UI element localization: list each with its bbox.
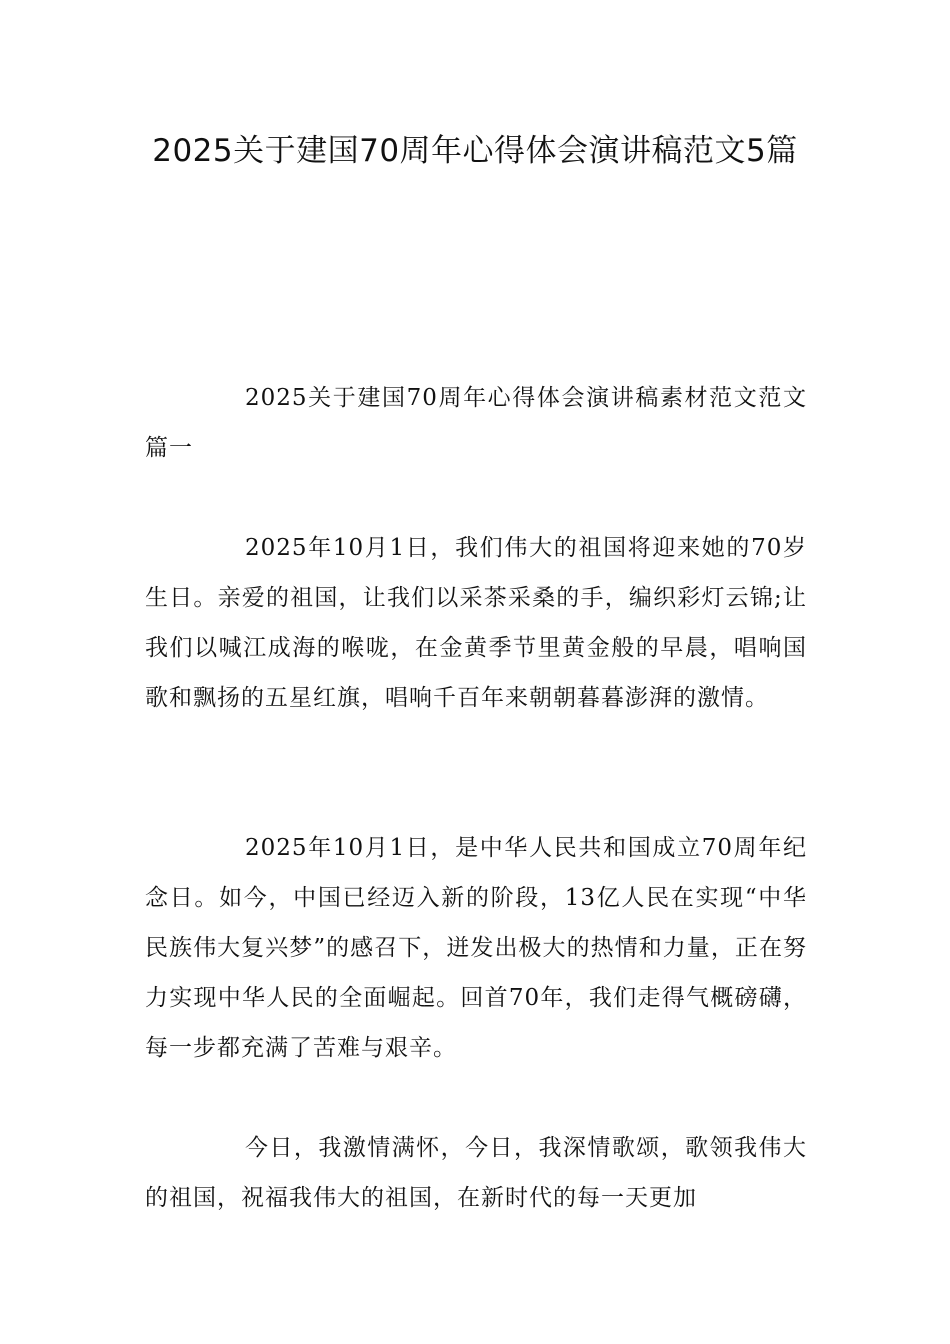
paragraph-3: 今日，我激情满怀，今日，我深情歌颂，歌领我伟大的祖国，祝福我伟大的祖国，在新时代的每一天更加 xyxy=(145,1135,807,1211)
document-title: 2025关于建国70周年心得体会演讲稿范文5篇 xyxy=(152,133,798,169)
paragraph-2: 2025年10月1日，是中华人民共和国成立70周年纪念日。如今，中国已经迈入新的阶段，13亿人民在实现“中华民族伟大复兴梦”的感召下，迸发出极大的热情和力量，正在努力实现中华人民的全面崛起。回首70年，我们走得气概磅礴，每一步都充满了苦难与艰辛。 xyxy=(145,835,807,1061)
paragraph-1: 2025年10月1日，我们伟大的祖国将迎来她的70岁生日。亲爱的祖国，让我们以采茶采桑的手，编织彩灯云锦;让我们以喊江成海的喉咙，在金黄季节里黄金般的早晨，唱响国歌和飘扬的五星红旗，唱响千百年来朝朝暮暮澎湃的激情。 xyxy=(145,535,807,711)
paragraph-heading: 2025关于建国70周年心得体会演讲稿素材范文范文篇一 xyxy=(145,385,807,461)
